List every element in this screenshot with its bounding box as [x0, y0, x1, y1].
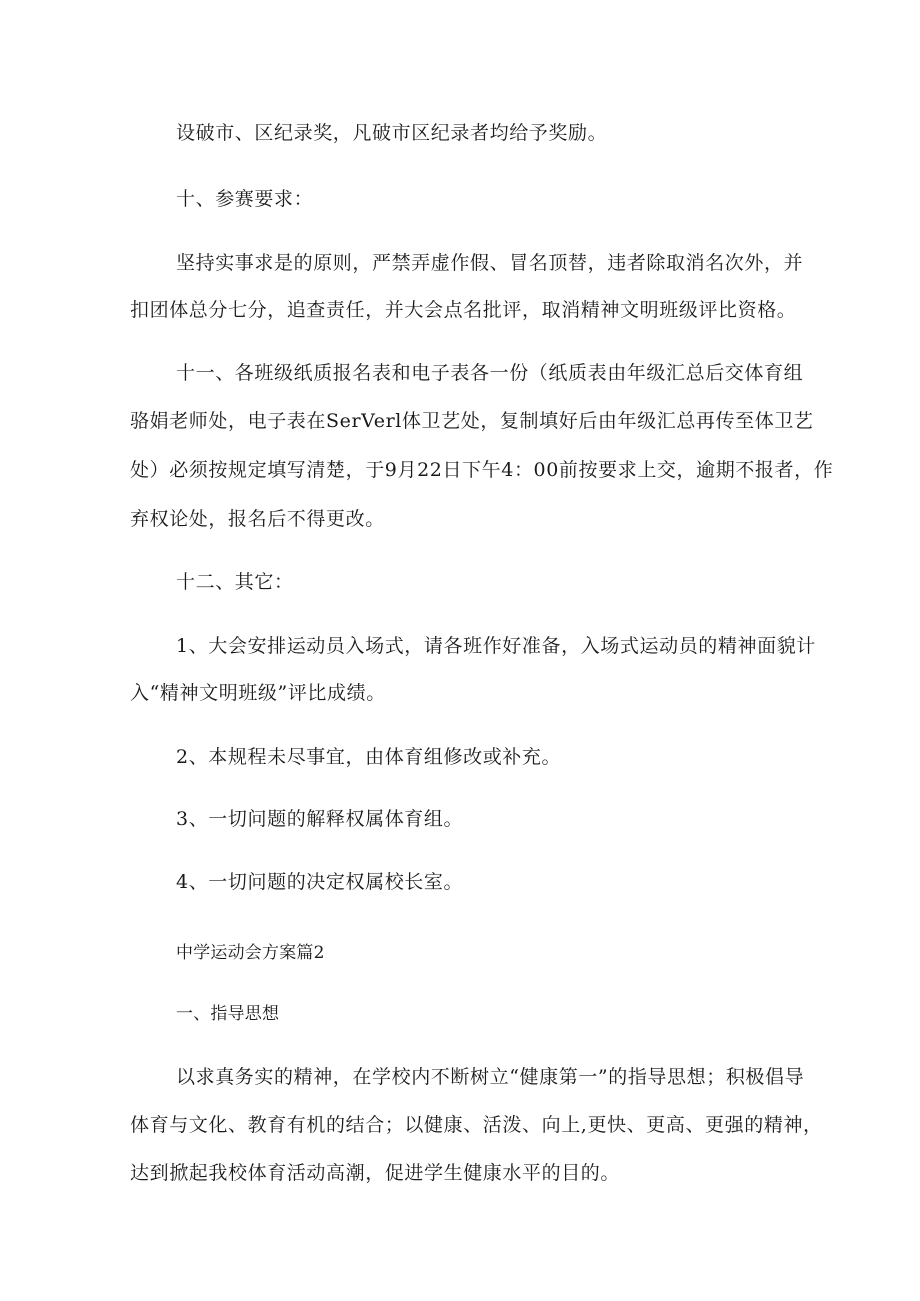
section-11-line-4: 弃权论处，报名后不得更改。 [130, 508, 385, 530]
guiding-idea-line-3: 达到掀起我校体育活动高潮，促进学生健康水平的目的。 [130, 1162, 621, 1184]
item-1-line-1: 1、大会安排运动员入场式，请各班作好准备，入场式运动员的精神面貌计 [176, 635, 816, 657]
section-11-line-1: 十一、各班级纸质报名表和电子表各一份（纸质表由年级汇总后交体育组 [176, 362, 804, 384]
section-11-line-3: 处）必须按规定填写清楚，于9月22日下午4：00前按要求上交，逾期不报者，作 [130, 459, 834, 481]
section-heading-12: 十二、其它： [176, 571, 294, 593]
item-3: 3、一切问题的解释权属体育组。 [176, 808, 464, 830]
guiding-idea-line-1: 以求真务实的精神，在学校内不断树立“健康第一”的指导思想；积极倡导 [176, 1066, 805, 1088]
section-heading-10: 十、参赛要求： [176, 188, 314, 210]
paragraph-record-award: 设破市、区纪录奖，凡破市区纪录者均给予奖励。 [176, 122, 608, 144]
guiding-idea-line-2: 体育与文化、教育有机的结合；以健康、活泼、向上,更快、更高、更强的精神， [130, 1114, 823, 1136]
paragraph-requirements-line-2: 扣团体总分七分，追查责任，并大会点名批评，取消精神文明班级评比资格。 [130, 299, 797, 321]
section-heading-guiding-idea: 一、指导思想 [176, 1004, 280, 1024]
section-11-line-2: 骆娟老师处，电子表在SerVerl体卫艺处，复制填好后由年级汇总再传至体卫艺 [130, 410, 814, 432]
paragraph-requirements-line-1: 坚持实事求是的原则，严禁弄虚作假、冒名顶替，违者除取消名次外，并 [176, 252, 804, 274]
item-1-line-2: 入“精神文明班级”评比成绩。 [130, 682, 386, 704]
plan-title-2: 中学运动会方案篇2 [176, 943, 325, 963]
item-4: 4、一切问题的决定权属校长室。 [176, 871, 464, 893]
item-2: 2、本规程未尽事宜，由体育组修改或补充。 [176, 746, 562, 768]
